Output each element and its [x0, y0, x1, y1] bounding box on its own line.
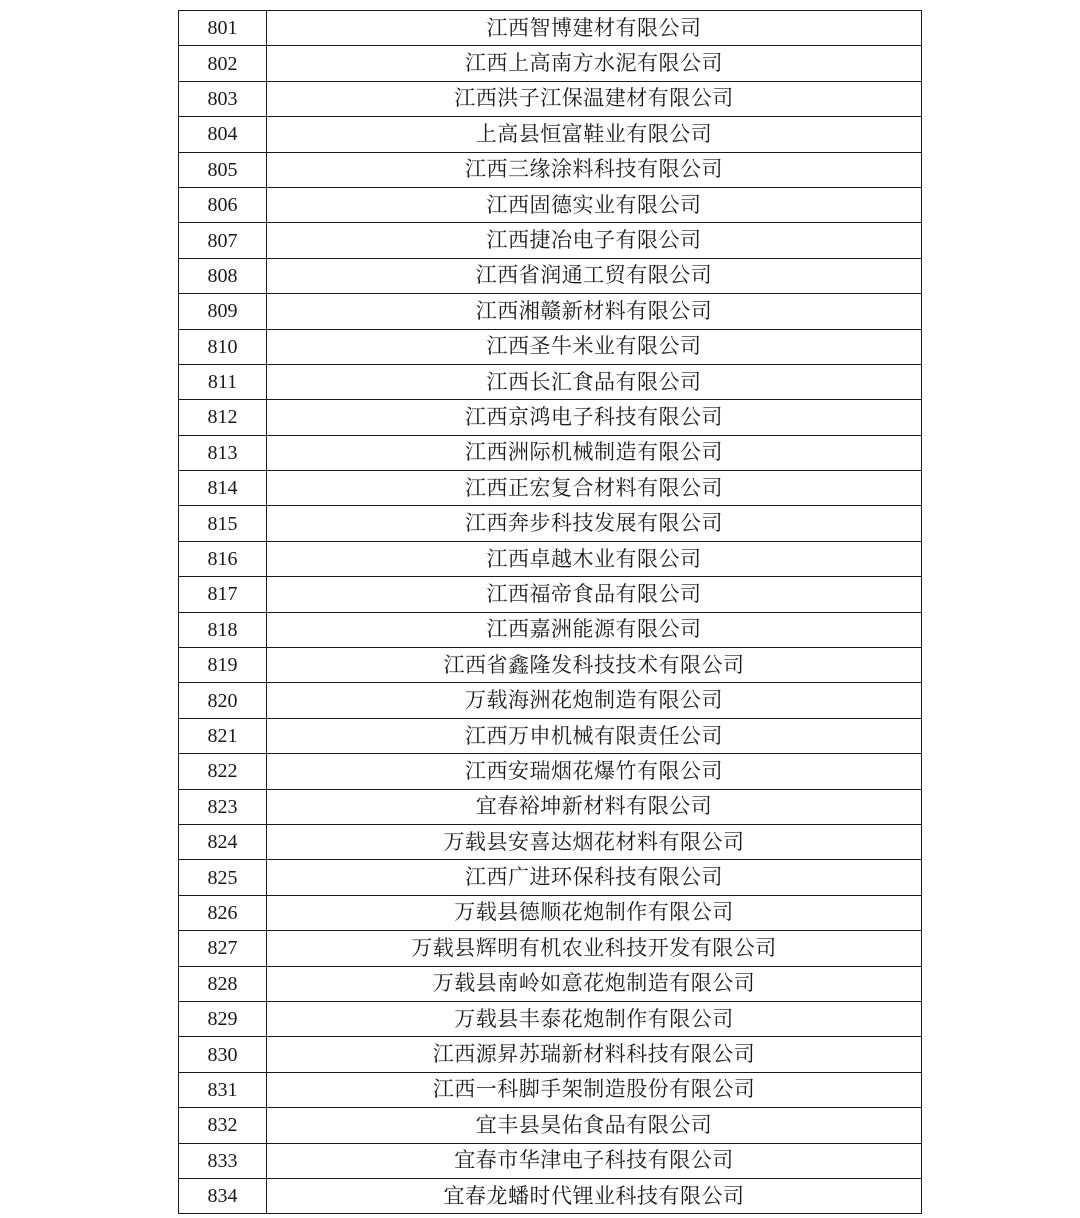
company-name-cell: 万载县丰泰花炮制作有限公司: [267, 1001, 922, 1036]
table-row: [179, 931, 922, 966]
company-name-cell: 江西广进环保科技有限公司: [267, 860, 922, 895]
table-row: [179, 294, 922, 329]
row-number-cell: 806: [179, 187, 267, 222]
company-name-cell: 宜春市华津电子科技有限公司: [267, 1143, 922, 1178]
row-number-cell: 828: [179, 966, 267, 1001]
company-name-cell: 江西三缘涂料科技有限公司: [267, 152, 922, 187]
table-row: [179, 81, 922, 116]
row-number-cell: 833: [179, 1143, 267, 1178]
row-number-cell: 814: [179, 471, 267, 506]
row-number-cell: 820: [179, 683, 267, 718]
row-number-cell: 813: [179, 435, 267, 470]
company-name-cell: 江西捷冶电子有限公司: [267, 223, 922, 258]
table-row: [179, 789, 922, 824]
row-number-cell: 824: [179, 824, 267, 859]
row-number-cell: 827: [179, 931, 267, 966]
company-table-body: [179, 11, 922, 1214]
row-number-cell: 809: [179, 294, 267, 329]
row-number-cell: 819: [179, 648, 267, 683]
company-name-cell: 江西卓越木业有限公司: [267, 541, 922, 576]
row-number-cell: 821: [179, 718, 267, 753]
table-row: [179, 1108, 922, 1143]
company-name-cell: 江西省鑫隆发科技技术有限公司: [267, 648, 922, 683]
row-number-cell: 810: [179, 329, 267, 364]
row-number-cell: 834: [179, 1178, 267, 1213]
company-name-cell: 江西正宏复合材料有限公司: [267, 471, 922, 506]
company-name-cell: 江西万申机械有限责任公司: [267, 718, 922, 753]
company-name-cell: 江西智博建材有限公司: [267, 11, 922, 46]
table-row: [179, 683, 922, 718]
table-row: [179, 152, 922, 187]
company-name-cell: 江西省润通工贸有限公司: [267, 258, 922, 293]
company-name-cell: 江西圣牛米业有限公司: [267, 329, 922, 364]
row-number-cell: 803: [179, 81, 267, 116]
table-row: [179, 364, 922, 399]
row-number-cell: 805: [179, 152, 267, 187]
company-list-table: [178, 10, 922, 1214]
table-row: [179, 1072, 922, 1107]
company-name-cell: 江西一科脚手架制造股份有限公司: [267, 1072, 922, 1107]
row-number-cell: 802: [179, 46, 267, 81]
table-row: [179, 612, 922, 647]
table-row: [179, 860, 922, 895]
table-row: [179, 223, 922, 258]
table-row: [179, 1178, 922, 1213]
table-row: [179, 117, 922, 152]
row-number-cell: 815: [179, 506, 267, 541]
row-number-cell: 831: [179, 1072, 267, 1107]
company-name-cell: 万载县南岭如意花炮制造有限公司: [267, 966, 922, 1001]
company-name-cell: 万载海洲花炮制造有限公司: [267, 683, 922, 718]
row-number-cell: 825: [179, 860, 267, 895]
company-name-cell: 江西奔步科技发展有限公司: [267, 506, 922, 541]
table-row: [179, 258, 922, 293]
company-name-cell: 万载县安喜达烟花材料有限公司: [267, 824, 922, 859]
table-row: [179, 966, 922, 1001]
company-name-cell: 江西源昇苏瑞新材料科技有限公司: [267, 1037, 922, 1072]
company-name-cell: 江西上高南方水泥有限公司: [267, 46, 922, 81]
company-name-cell: 江西京鸿电子科技有限公司: [267, 400, 922, 435]
company-name-cell: 江西安瑞烟花爆竹有限公司: [267, 754, 922, 789]
company-name-cell: 江西湘赣新材料有限公司: [267, 294, 922, 329]
table-row: [179, 435, 922, 470]
company-name-cell: 江西洲际机械制造有限公司: [267, 435, 922, 470]
table-row: [179, 471, 922, 506]
company-name-cell: 江西福帝食品有限公司: [267, 577, 922, 612]
company-name-cell: 宜丰县昊佑食品有限公司: [267, 1108, 922, 1143]
table-row: [179, 329, 922, 364]
table-row: [179, 187, 922, 222]
table-row: [179, 506, 922, 541]
company-name-cell: 江西固德实业有限公司: [267, 187, 922, 222]
company-name-cell: 万载县辉明有机农业科技开发有限公司: [267, 931, 922, 966]
row-number-cell: 807: [179, 223, 267, 258]
table-row: [179, 577, 922, 612]
row-number-cell: 801: [179, 11, 267, 46]
row-number-cell: 811: [179, 364, 267, 399]
table-row: [179, 1037, 922, 1072]
row-number-cell: 822: [179, 754, 267, 789]
table-row: [179, 46, 922, 81]
table-row: [179, 541, 922, 576]
company-name-cell: 宜春裕坤新材料有限公司: [267, 789, 922, 824]
company-name-cell: 江西长汇食品有限公司: [267, 364, 922, 399]
table-row: [179, 400, 922, 435]
row-number-cell: 818: [179, 612, 267, 647]
company-table: [178, 10, 922, 1214]
table-row: [179, 754, 922, 789]
table-row: [179, 11, 922, 46]
company-name-cell: 万载县德顺花炮制作有限公司: [267, 895, 922, 930]
table-row: [179, 718, 922, 753]
row-number-cell: 823: [179, 789, 267, 824]
row-number-cell: 829: [179, 1001, 267, 1036]
row-number-cell: 804: [179, 117, 267, 152]
row-number-cell: 826: [179, 895, 267, 930]
row-number-cell: 808: [179, 258, 267, 293]
table-row: [179, 1143, 922, 1178]
table-row: [179, 824, 922, 859]
table-row: [179, 895, 922, 930]
table-row: [179, 648, 922, 683]
row-number-cell: 832: [179, 1108, 267, 1143]
table-row: [179, 1001, 922, 1036]
company-name-cell: 江西洪子江保温建材有限公司: [267, 81, 922, 116]
row-number-cell: 830: [179, 1037, 267, 1072]
row-number-cell: 817: [179, 577, 267, 612]
row-number-cell: 812: [179, 400, 267, 435]
company-name-cell: 宜春龙蟠时代锂业科技有限公司: [267, 1178, 922, 1213]
row-number-cell: 816: [179, 541, 267, 576]
company-name-cell: 上高县恒富鞋业有限公司: [267, 117, 922, 152]
company-name-cell: 江西嘉洲能源有限公司: [267, 612, 922, 647]
